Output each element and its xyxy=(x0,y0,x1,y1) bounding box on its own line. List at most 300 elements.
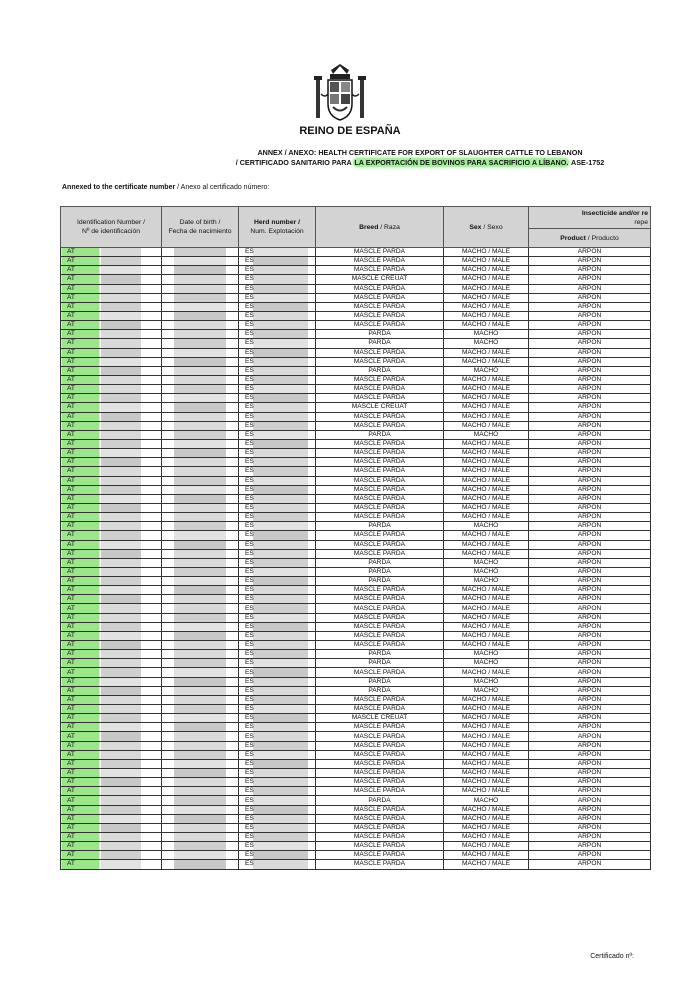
cell-breed: MASCLE PARDA xyxy=(316,513,444,522)
cell-sex: MACHO / MALE xyxy=(444,631,529,640)
cell-id xyxy=(61,659,162,668)
header-sex-es: / Sexo xyxy=(481,223,503,231)
cell-herd xyxy=(239,248,316,257)
id-prefix: AT xyxy=(67,759,75,767)
redacted-block xyxy=(174,751,226,759)
cell-product: ARPON xyxy=(529,577,651,586)
cell-sex: MACHO / MALE xyxy=(444,311,529,320)
cell-herd xyxy=(239,522,316,531)
id-prefix: AT xyxy=(67,531,75,539)
redacted-block xyxy=(174,714,226,722)
cell-dob xyxy=(162,357,239,366)
redacted-block xyxy=(101,842,141,850)
id-prefix: AT xyxy=(67,458,75,466)
redacted-block xyxy=(174,504,226,512)
cell-dob xyxy=(162,266,239,275)
redacted-block xyxy=(174,696,226,704)
redacted-block xyxy=(174,796,226,804)
redacted-block xyxy=(101,760,141,768)
cell-herd xyxy=(239,631,316,640)
cell-breed: MASCLE PARDA xyxy=(316,439,444,448)
cell-dob xyxy=(162,494,239,503)
header-herd-en: Herd number / xyxy=(253,219,301,226)
cell-dob xyxy=(162,375,239,384)
id-prefix: AT xyxy=(67,613,75,621)
herd-prefix: ES xyxy=(245,823,254,831)
cell-sex: MACHO xyxy=(444,430,529,439)
redacted-block xyxy=(174,678,226,686)
cell-herd xyxy=(239,394,316,403)
redacted-block xyxy=(174,541,226,549)
id-prefix: AT xyxy=(67,860,75,868)
cell-herd xyxy=(239,275,316,284)
cell-product: ARPON xyxy=(529,375,651,384)
cell-id xyxy=(61,412,162,421)
herd-prefix: ES xyxy=(245,449,254,457)
table-row xyxy=(61,494,651,503)
redacted-block xyxy=(253,477,308,485)
id-prefix: AT xyxy=(67,284,75,292)
redacted-block xyxy=(253,632,308,640)
cell-dob xyxy=(162,348,239,357)
cell-sex: MACHO / MALE xyxy=(444,394,529,403)
id-prefix: AT xyxy=(67,842,75,850)
cell-herd xyxy=(239,705,316,714)
herd-prefix: ES xyxy=(245,842,254,850)
cell-product: ARPON xyxy=(529,403,651,412)
redacted-block xyxy=(174,285,226,293)
cell-herd xyxy=(239,567,316,576)
redacted-block xyxy=(253,339,308,347)
cell-dob xyxy=(162,750,239,759)
cell-sex: MACHO / MALE xyxy=(444,275,529,284)
redacted-block xyxy=(174,650,226,658)
herd-prefix: ES xyxy=(245,293,254,301)
redacted-block xyxy=(174,833,226,841)
cell-breed: MASCLE PARDA xyxy=(316,613,444,622)
redacted-block xyxy=(174,586,226,594)
cell-dob xyxy=(162,741,239,750)
cell-product: ARPON xyxy=(529,705,651,714)
redacted-block xyxy=(253,422,308,430)
cell-product: ARPON xyxy=(529,330,651,339)
herd-prefix: ES xyxy=(245,412,254,420)
cell-sex: MACHO / MALE xyxy=(444,302,529,311)
cell-dob xyxy=(162,769,239,778)
cell-id xyxy=(61,650,162,659)
table-row xyxy=(61,248,651,257)
cell-breed: MASCLE PARDA xyxy=(316,604,444,613)
cell-herd xyxy=(239,577,316,586)
id-prefix: AT xyxy=(67,787,75,795)
table-row xyxy=(61,522,651,531)
herd-prefix: ES xyxy=(245,421,254,429)
cell-sex: MACHO / MALE xyxy=(444,421,529,430)
header-insect-en: Insecticide and/or re xyxy=(581,209,648,217)
cell-id xyxy=(61,421,162,430)
redacted-block xyxy=(253,714,308,722)
redacted-block xyxy=(101,614,141,622)
redacted-block xyxy=(174,723,226,731)
cell-sex: MACHO xyxy=(444,567,529,576)
cell-sex: MACHO / MALE xyxy=(444,485,529,494)
redacted-block xyxy=(101,321,141,329)
redacted-block xyxy=(253,486,308,494)
redacted-block xyxy=(253,824,308,832)
cell-sex: MACHO / MALE xyxy=(444,494,529,503)
table-row xyxy=(61,714,651,723)
cell-breed: MASCLE PARDA xyxy=(316,631,444,640)
cell-herd xyxy=(239,759,316,768)
redacted-block xyxy=(101,257,141,265)
cell-herd xyxy=(239,293,316,302)
cell-breed: MASCLE PARDA xyxy=(316,823,444,832)
cell-product: ARPON xyxy=(529,430,651,439)
cell-id xyxy=(61,595,162,604)
cell-sex: MACHO / MALE xyxy=(444,750,529,759)
herd-prefix: ES xyxy=(245,440,254,448)
herd-prefix: ES xyxy=(245,494,254,502)
herd-prefix: ES xyxy=(245,778,254,786)
redacted-block xyxy=(253,851,308,859)
herd-prefix: ES xyxy=(245,759,254,767)
cell-sex: MACHO / MALE xyxy=(444,851,529,860)
id-prefix: AT xyxy=(67,732,75,740)
cell-herd xyxy=(239,787,316,796)
id-prefix: AT xyxy=(67,641,75,649)
table-row xyxy=(61,787,651,796)
id-prefix: AT xyxy=(67,293,75,301)
cell-id xyxy=(61,714,162,723)
cell-herd xyxy=(239,257,316,266)
cell-product: ARPON xyxy=(529,586,651,595)
cell-sex: MACHO xyxy=(444,686,529,695)
redacted-block xyxy=(174,275,226,283)
cell-sex: MACHO / MALE xyxy=(444,293,529,302)
herd-prefix: ES xyxy=(245,558,254,566)
cell-id xyxy=(61,366,162,375)
id-prefix: AT xyxy=(67,476,75,484)
redacted-block xyxy=(101,696,141,704)
cell-herd xyxy=(239,823,316,832)
cell-product: ARPON xyxy=(529,412,651,421)
cell-dob xyxy=(162,787,239,796)
cell-sex: MACHO xyxy=(444,366,529,375)
id-prefix: AT xyxy=(67,796,75,804)
cell-product: ARPON xyxy=(529,622,651,631)
cell-sex: MACHO xyxy=(444,677,529,686)
redacted-block xyxy=(174,641,226,649)
herd-prefix: ES xyxy=(245,385,254,393)
cell-sex: MACHO / MALE xyxy=(444,622,529,631)
id-prefix: AT xyxy=(67,430,75,438)
redacted-block xyxy=(253,458,308,466)
table-row xyxy=(61,549,651,558)
cell-breed: MASCLE PARDA xyxy=(316,787,444,796)
redacted-block xyxy=(253,321,308,329)
cell-dob xyxy=(162,513,239,522)
cell-product: ARPON xyxy=(529,339,651,348)
cell-herd xyxy=(239,558,316,567)
cell-product: ARPON xyxy=(529,302,651,311)
cell-herd xyxy=(239,613,316,622)
cell-dob xyxy=(162,595,239,604)
cell-product: ARPON xyxy=(529,293,651,302)
redacted-block xyxy=(174,851,226,859)
table-body xyxy=(61,248,651,870)
redacted-block xyxy=(101,467,141,475)
cell-sex: MACHO / MALE xyxy=(444,732,529,741)
id-prefix: AT xyxy=(67,330,75,338)
herd-prefix: ES xyxy=(245,522,254,530)
id-prefix: AT xyxy=(67,522,75,530)
cell-dob xyxy=(162,622,239,631)
id-prefix: AT xyxy=(67,504,75,511)
cell-sex: MACHO xyxy=(444,577,529,586)
herd-prefix: ES xyxy=(245,732,254,740)
cell-herd xyxy=(239,595,316,604)
herd-prefix: ES xyxy=(245,257,254,265)
cell-herd xyxy=(239,458,316,467)
redacted-block xyxy=(174,294,226,302)
id-prefix: AT xyxy=(67,650,75,658)
cell-id xyxy=(61,823,162,832)
cell-id xyxy=(61,622,162,631)
header-insecticide xyxy=(529,207,651,229)
redacted-block xyxy=(253,595,308,603)
cell-breed: MASCLE PARDA xyxy=(316,348,444,357)
cell-dob xyxy=(162,403,239,412)
header-breed-es: / Raza xyxy=(378,223,400,231)
id-prefix: AT xyxy=(67,851,75,859)
redacted-block xyxy=(101,403,141,411)
cell-dob xyxy=(162,851,239,860)
cell-dob xyxy=(162,833,239,842)
annexed-label-en: Annexed to the certificate number xyxy=(62,184,176,191)
cell-product: ARPON xyxy=(529,668,651,677)
herd-prefix: ES xyxy=(245,357,254,365)
cell-breed: MASCLE PARDA xyxy=(316,851,444,860)
cell-product: ARPON xyxy=(529,677,651,686)
table-row xyxy=(61,375,651,384)
cell-sex: MACHO / MALE xyxy=(444,604,529,613)
id-prefix: AT xyxy=(67,805,75,813)
cell-product: ARPON xyxy=(529,257,651,266)
cell-dob xyxy=(162,302,239,311)
cell-sex: MACHO / MALE xyxy=(444,613,529,622)
redacted-block xyxy=(253,586,308,594)
cell-breed: MASCLE PARDA xyxy=(316,321,444,330)
redacted-block xyxy=(101,595,141,603)
cell-product: ARPON xyxy=(529,723,651,732)
redacted-block xyxy=(174,303,226,311)
cell-breed: MASCLE PARDA xyxy=(316,549,444,558)
table-row xyxy=(61,458,651,467)
herd-prefix: ES xyxy=(245,595,254,603)
cell-breed: PARDA xyxy=(316,567,444,576)
redacted-block xyxy=(174,330,226,338)
redacted-block xyxy=(253,806,308,814)
redacted-block xyxy=(101,458,141,466)
cell-dob xyxy=(162,458,239,467)
redacted-block xyxy=(101,604,141,612)
herd-prefix: ES xyxy=(245,275,254,283)
cell-id xyxy=(61,275,162,284)
cell-dob xyxy=(162,531,239,540)
cell-dob xyxy=(162,293,239,302)
cell-product: ARPON xyxy=(529,394,651,403)
id-prefix: AT xyxy=(67,394,75,402)
table-row xyxy=(61,531,651,540)
redacted-block xyxy=(101,668,141,676)
cell-sex: MACHO / MALE xyxy=(444,805,529,814)
cell-id xyxy=(61,732,162,741)
cell-sex: MACHO / MALE xyxy=(444,449,529,458)
redacted-block xyxy=(253,303,308,311)
cell-product: ARPON xyxy=(529,741,651,750)
redacted-block xyxy=(101,806,141,814)
cell-herd xyxy=(239,412,316,421)
redacted-block xyxy=(101,550,141,558)
cell-product: ARPON xyxy=(529,513,651,522)
cell-id xyxy=(61,842,162,851)
cell-id xyxy=(61,851,162,860)
cell-herd xyxy=(239,549,316,558)
id-prefix: AT xyxy=(67,257,75,265)
redacted-block xyxy=(174,623,226,631)
redacted-block xyxy=(253,275,308,283)
cell-herd xyxy=(239,385,316,394)
herd-prefix: ES xyxy=(245,577,254,585)
cell-dob xyxy=(162,759,239,768)
herd-prefix: ES xyxy=(245,668,254,676)
cell-id xyxy=(61,796,162,805)
cell-sex: MACHO / MALE xyxy=(444,321,529,330)
id-prefix: AT xyxy=(67,714,75,722)
redacted-block xyxy=(101,285,141,293)
redacted-block xyxy=(101,833,141,841)
cell-herd xyxy=(239,449,316,458)
herd-prefix: ES xyxy=(245,504,254,511)
table-row xyxy=(61,650,651,659)
redacted-block xyxy=(174,806,226,814)
redacted-block xyxy=(101,787,141,795)
cell-dob xyxy=(162,860,239,869)
cell-product: ARPON xyxy=(529,248,651,257)
redacted-block xyxy=(174,531,226,539)
cell-sex: MACHO / MALE xyxy=(444,248,529,257)
id-prefix: AT xyxy=(67,403,75,411)
table-row xyxy=(61,659,651,668)
table-row xyxy=(61,366,651,375)
header-herd-es: Num. Explotación xyxy=(250,228,304,235)
footer-certificate-label: Certificado nº: xyxy=(590,953,634,960)
redacted-block xyxy=(101,330,141,338)
table-row xyxy=(61,759,651,768)
table-row xyxy=(61,814,651,823)
redacted-block xyxy=(174,486,226,494)
redacted-block xyxy=(174,495,226,503)
table-row xyxy=(61,485,651,494)
cell-product: ARPON xyxy=(529,458,651,467)
cell-breed: MASCLE PARDA xyxy=(316,394,444,403)
cell-id xyxy=(61,586,162,595)
cell-breed: MASCLE PARDA xyxy=(316,833,444,842)
id-prefix: AT xyxy=(67,339,75,347)
cell-product: ARPON xyxy=(529,494,651,503)
redacted-block xyxy=(253,541,308,549)
herd-prefix: ES xyxy=(245,650,254,658)
cell-herd xyxy=(239,321,316,330)
cell-dob xyxy=(162,421,239,430)
cell-breed: PARDA xyxy=(316,650,444,659)
redacted-block xyxy=(101,422,141,430)
redacted-block xyxy=(253,349,308,357)
cell-dob xyxy=(162,677,239,686)
cell-id xyxy=(61,513,162,522)
id-prefix: AT xyxy=(67,412,75,420)
cell-dob xyxy=(162,668,239,677)
redacted-block xyxy=(253,504,308,512)
redacted-block xyxy=(101,294,141,302)
redacted-block xyxy=(253,659,308,667)
cell-product: ARPON xyxy=(529,631,651,640)
cell-herd xyxy=(239,641,316,650)
cell-breed: MASCLE PARDA xyxy=(316,503,444,512)
table-row xyxy=(61,686,651,695)
cell-herd xyxy=(239,723,316,732)
herd-prefix: ES xyxy=(245,348,254,356)
annex-title-line2 xyxy=(150,158,690,167)
cell-id xyxy=(61,778,162,787)
table-row xyxy=(61,540,651,549)
redacted-block xyxy=(101,266,141,274)
redacted-block xyxy=(174,403,226,411)
cell-sex: MACHO / MALE xyxy=(444,531,529,540)
redacted-block xyxy=(174,431,226,439)
redacted-block xyxy=(174,458,226,466)
herd-prefix: ES xyxy=(245,659,254,667)
header-insect-es: repe xyxy=(634,218,648,226)
id-prefix: AT xyxy=(67,595,75,603)
header-dob-en: Date of birth / xyxy=(179,219,221,226)
redacted-block xyxy=(253,742,308,750)
cell-breed: MASCLE PARDA xyxy=(316,284,444,293)
table-row xyxy=(61,723,651,732)
header-herd xyxy=(239,207,316,248)
redacted-block xyxy=(253,678,308,686)
redacted-block xyxy=(253,833,308,841)
cell-dob xyxy=(162,714,239,723)
cell-dob xyxy=(162,732,239,741)
table-row xyxy=(61,257,651,266)
cell-herd xyxy=(239,485,316,494)
cell-breed: MASCLE PARDA xyxy=(316,860,444,869)
cell-id xyxy=(61,814,162,823)
cell-id xyxy=(61,394,162,403)
cell-breed: MASCLE PARDA xyxy=(316,494,444,503)
redacted-block xyxy=(253,751,308,759)
herd-prefix: ES xyxy=(245,787,254,795)
redacted-block xyxy=(174,385,226,393)
cell-id xyxy=(61,311,162,320)
redacted-block xyxy=(253,641,308,649)
herd-prefix: ES xyxy=(245,686,254,694)
cell-product: ARPON xyxy=(529,357,651,366)
cell-id xyxy=(61,805,162,814)
table-row xyxy=(61,705,651,714)
redacted-block xyxy=(101,477,141,485)
